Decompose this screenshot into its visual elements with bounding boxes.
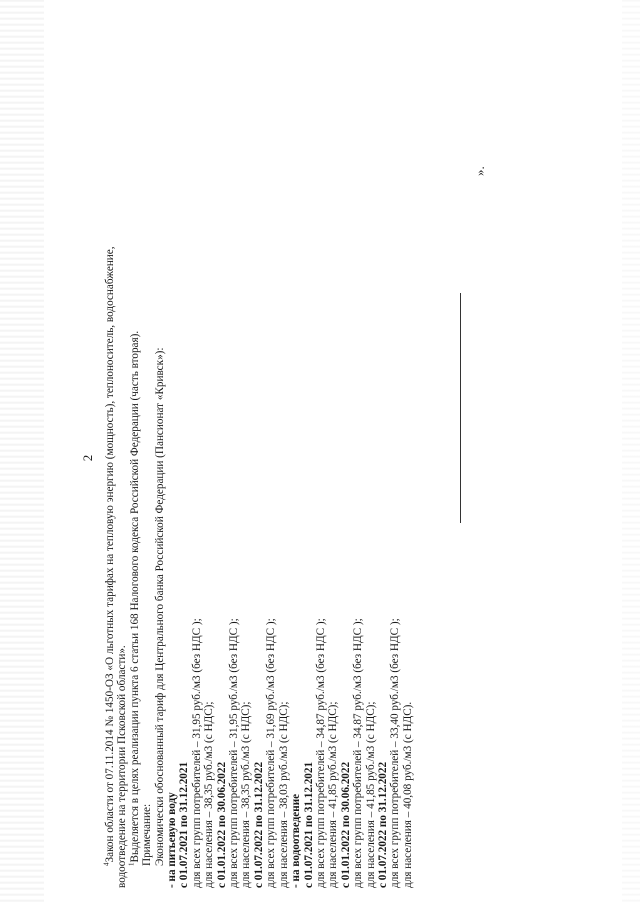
tariff-line: для населения – 38,03 руб./м3 (с НДС); <box>277 701 290 888</box>
document-page <box>80 28 490 888</box>
signature-rule <box>460 293 461 523</box>
period-heading: с 01.07.2022 по 31.12.2022 <box>376 761 389 888</box>
period-heading: с 01.07.2022 по 31.12.2022 <box>252 761 265 888</box>
period-heading: с 01.01.2022 по 30.06.2022 <box>215 761 228 888</box>
tariff-line: для всех групп потребителей – 31,69 руб./м3 (без НДС ); <box>265 618 278 888</box>
tariff-line: для населения – 41,85 руб./м3 (с НДС); <box>327 701 340 888</box>
note-intro: Экономически обоснованный тариф для Центрального банка Российской Федерации (Пансионат «Кривск»): <box>153 347 166 866</box>
scan-noise-right <box>622 0 640 905</box>
note-label: Примечание: <box>141 803 154 866</box>
closing-quote: ». <box>472 166 487 176</box>
period-heading: с 01.07.2021 по 31.12.2021 <box>178 761 191 888</box>
tariff-line: для всех групп потребителей – 31,95 руб./м3 (без НДС ); <box>190 618 203 888</box>
document-body <box>104 28 414 888</box>
tariff-line: для населения – 41,85 руб./м3 (с НДС); <box>364 701 377 888</box>
section-heading: - на питьевую воду <box>166 792 179 888</box>
tariff-line: для населения – 38,35 руб./м3 (с НДС); <box>203 701 216 888</box>
footnote-mark: 1 <box>127 862 136 866</box>
page-number: 2 <box>80 454 95 462</box>
tariff-line: для всех групп потребителей – 34,87 руб./м3 (без НДС ); <box>352 618 365 888</box>
footnote-line: $^4$Закон области от 07.11.2014 № 1450-ОЗ «О льготных тарифах на тепловую энергию (мощность), теплоноситель, водоснабжение, <box>102 246 116 866</box>
tariff-line: для всех групп потребителей – 34,87 руб./м3 (без НДС ); <box>314 618 327 888</box>
tariff-line: для населения – 38,35 руб./м3 (с НДС); <box>240 701 253 888</box>
period-heading: с 01.07.2021 по 31.12.2021 <box>302 761 315 888</box>
scan-noise-left <box>0 0 44 905</box>
footnote-line: $^1$Выделяется в целях реализации пункта 6 статьи 168 Налогового кодекса Российской Федерации (часть вторая). <box>127 330 141 866</box>
tariff-line: для всех групп потребителей – 33,40 руб./м3 (без НДС ); <box>389 618 402 888</box>
footnote-line: водоотведение на территории Псковской области». <box>116 645 129 888</box>
section-heading: - на водоотведение <box>290 793 303 888</box>
period-heading: с 01.01.2022 по 30.06.2022 <box>339 761 352 888</box>
tariff-line: для всех групп потребителей – 31,95 руб./м3 (без НДС ); <box>228 618 241 888</box>
tariff-line: для населения – 40,08 руб./м3 (с НДС). <box>401 701 414 888</box>
footnote-mark: 4 <box>102 862 111 866</box>
